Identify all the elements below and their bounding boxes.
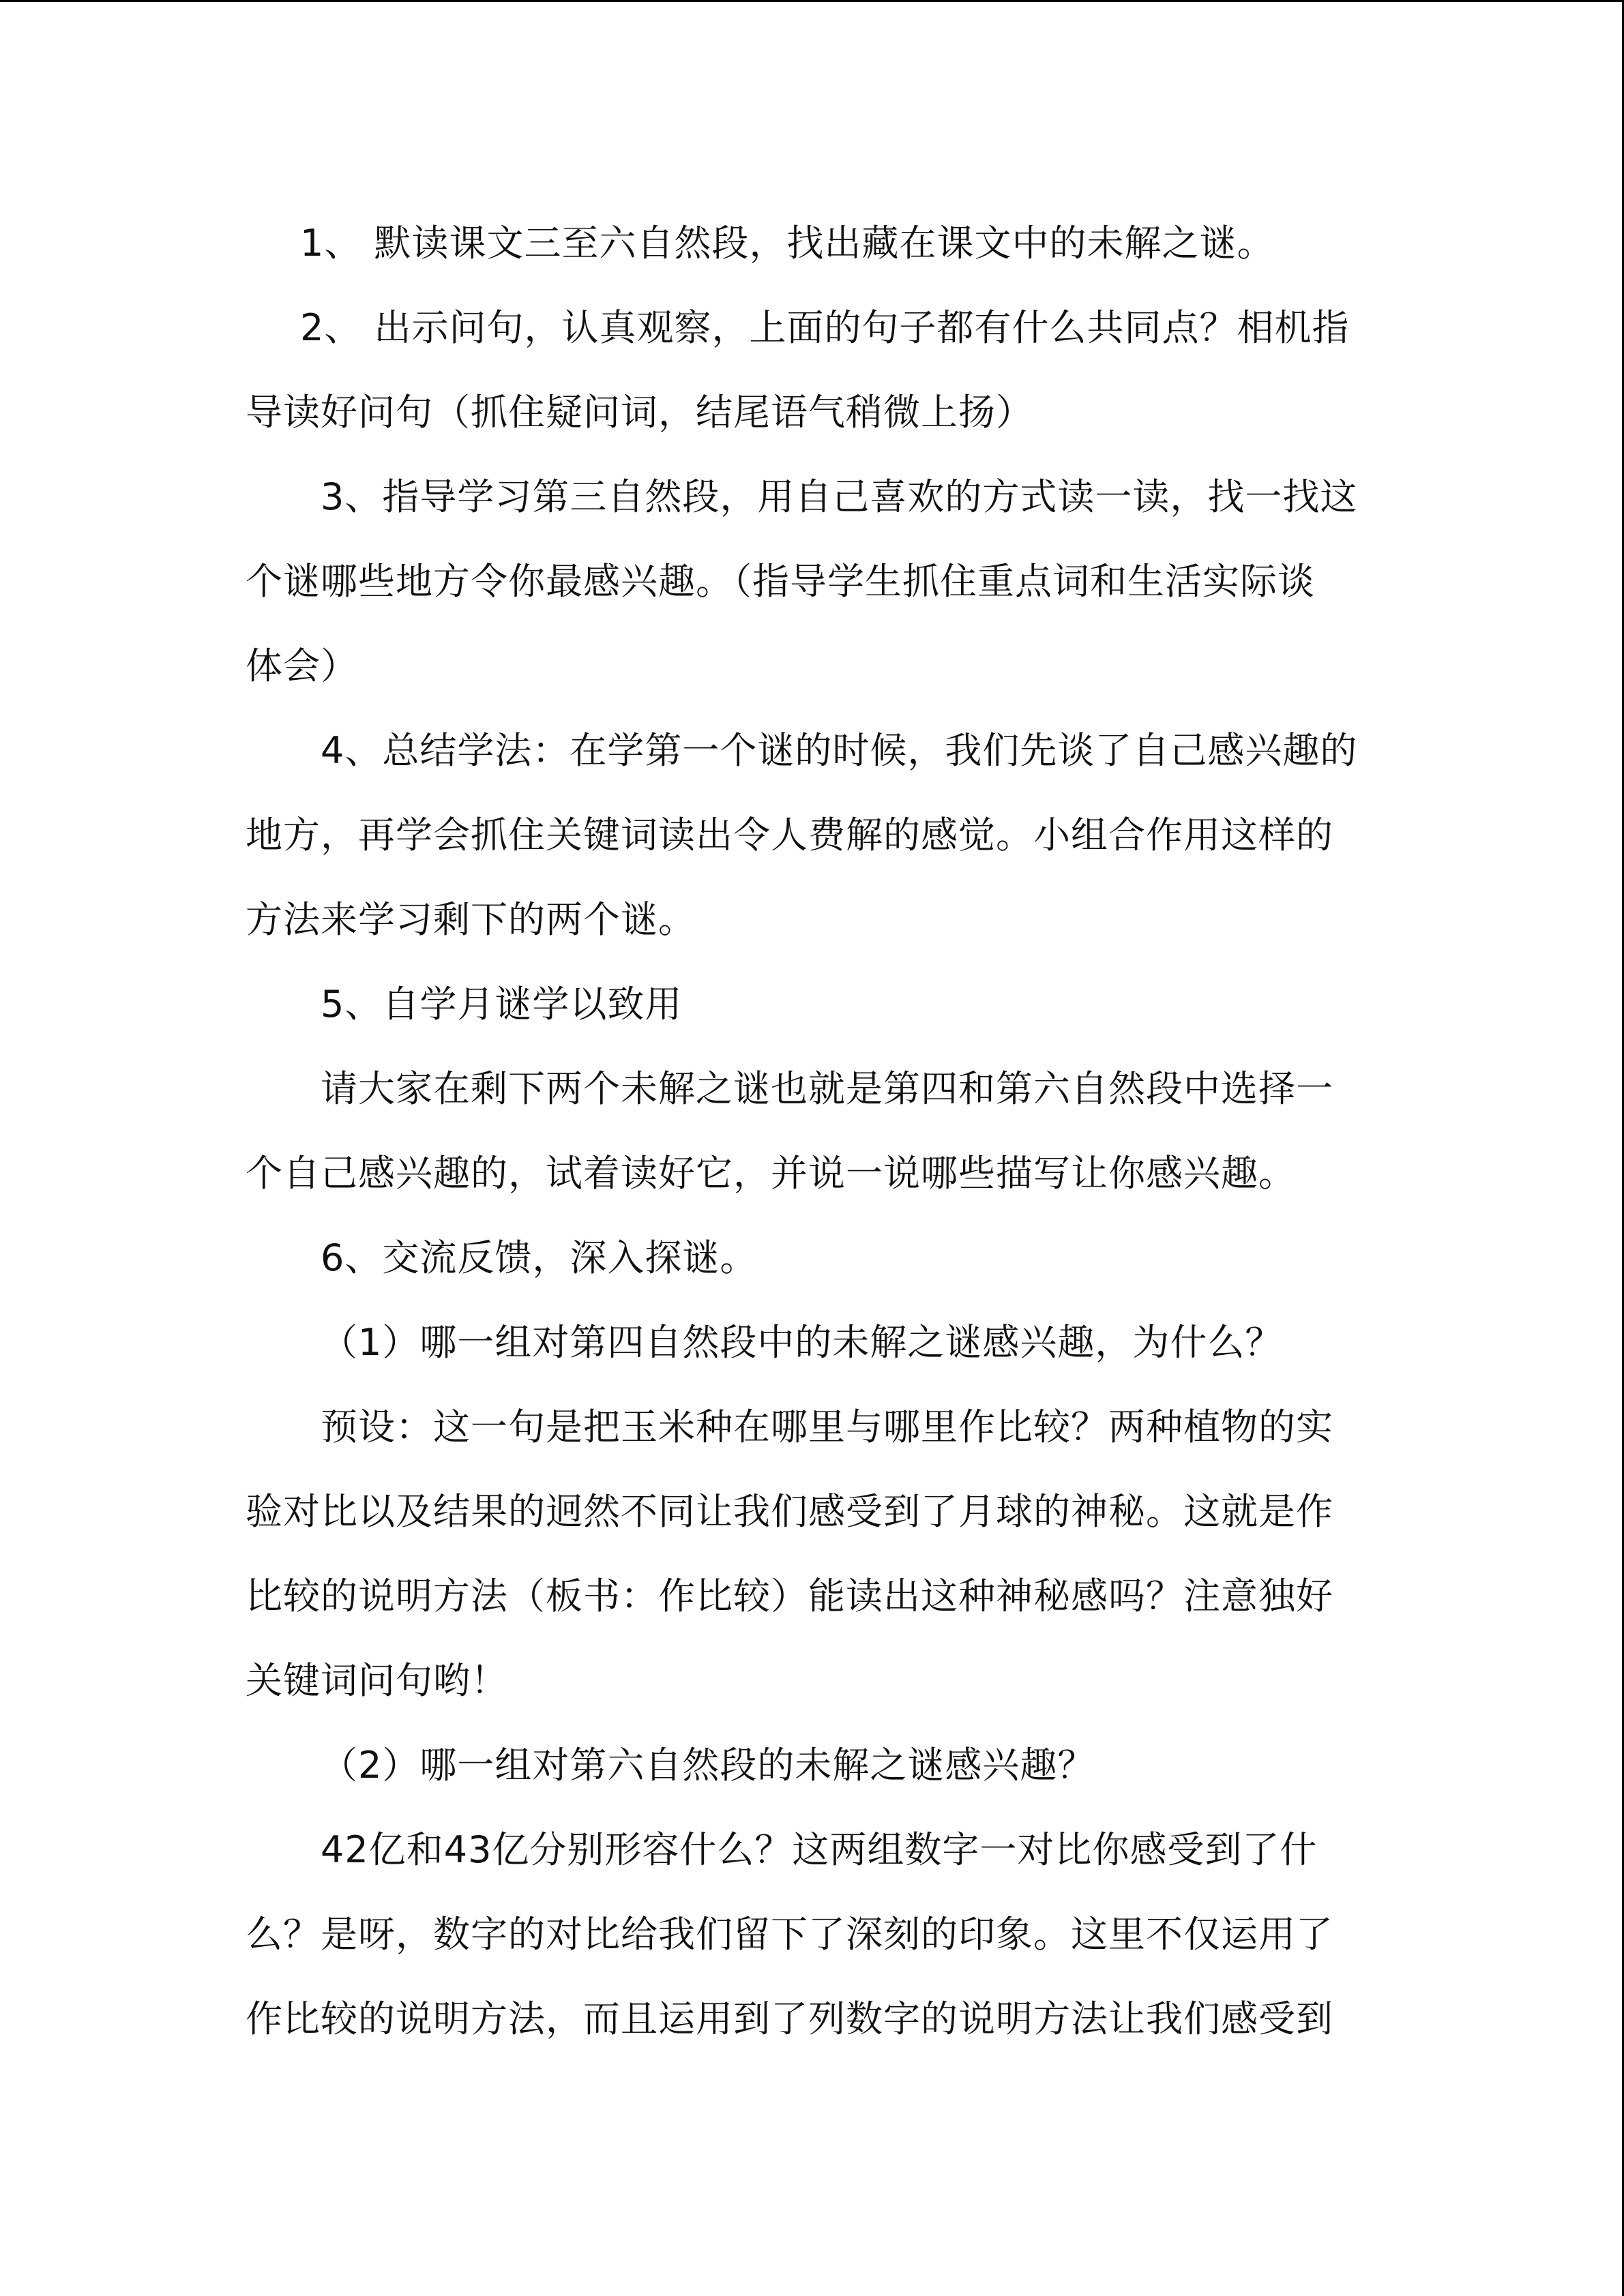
text-line-10: 5、自学月谜学以致用	[321, 983, 683, 1026]
text-line-8: 地方，再学会抓住关键词读出令人费解的感觉。小组合作用这样的	[246, 814, 1333, 856]
text-line-17: 比较的说明方法（板书：作比较）能读出这种神秘感吗？注意独好	[246, 1575, 1333, 1617]
text-line-13: 6、交流反馈，深入探谜。	[321, 1236, 758, 1279]
text-line-6: 体会）	[246, 644, 358, 687]
text-line-12: 个自己感兴趣的，试着读好它，并说一说哪些描写让你感兴趣。	[246, 1152, 1296, 1195]
text-line-22: 作比较的说明方法，而且运用到了列数字的说明方法让我们感受到	[246, 1997, 1333, 2040]
text-line-5: 个谜哪些地方令你最感兴趣。（指导学生抓住重点词和生活实际谈	[246, 560, 1315, 603]
text-line-1: 1、 默读课文三至六自然段，找出藏在课文中的未解之谜。	[300, 222, 1275, 265]
text-line-19: （2）哪一组对第六自然段的未解之谜感兴趣？	[321, 1744, 1095, 1787]
text-line-2: 2、 出示问句，认真观察，上面的句子都有什么共同点？相机指	[300, 306, 1350, 349]
text-line-4: 3、指导学习第三自然段，用自己喜欢的方式读一读，找一找这	[321, 475, 1358, 518]
text-line-20: 42亿和43亿分别形容什么？这两组数字一对比你感受到了什	[321, 1828, 1318, 1871]
text-line-14: （1）哪一组对第四自然段中的未解之谜感兴趣，为什么？	[321, 1321, 1283, 1364]
text-line-7: 4、总结学法：在学第一个谜的时候，我们先谈了自己感兴趣的	[321, 729, 1358, 772]
text-line-15: 预设：这一句是把玉米种在哪里与哪里作比较？两种植物的实	[321, 1405, 1333, 1448]
text-line-18: 关键词问句哟！	[246, 1659, 508, 1702]
text-line-11: 请大家在剩下两个未解之谜也就是第四和第六自然段中选择一	[321, 1067, 1333, 1110]
text-line-3: 导读好问句（抓住疑问词，结尾语气稍微上扬）	[246, 391, 1033, 434]
text-line-21: 么？是呀，数字的对比给我们留下了深刻的印象。这里不仅运用了	[246, 1913, 1333, 1956]
text-line-9: 方法来学习剩下的两个谜。	[246, 898, 696, 941]
text-line-16: 验对比以及结果的迥然不同让我们感受到了月球的神秘。这就是作	[246, 1490, 1333, 1533]
